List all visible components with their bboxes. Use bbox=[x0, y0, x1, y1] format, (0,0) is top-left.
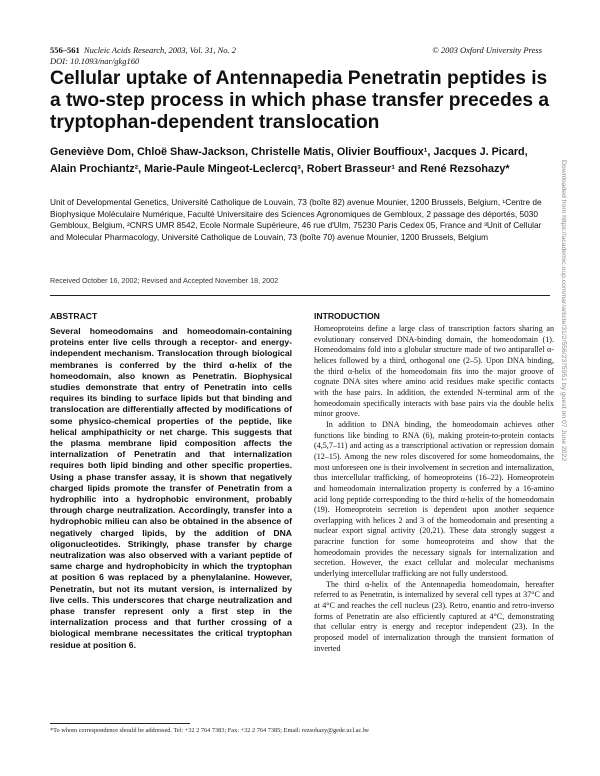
abstract-heading: ABSTRACT bbox=[50, 311, 98, 321]
copyright: © 2003 Oxford University Press bbox=[432, 45, 542, 55]
intro-paragraph: The third α-helix of the Antennapedia homeodomain, hereafter referred to as Penetratin, is internalized by several cell types at 37°C and at 4°C and reaches the cell nucleus (23). Retro, enantio and retro-inverso forms of Penetratin are also efficiently captured at 4°C, demonstrating that cellular entry is energy and receptor independent (23). In the proposed model of internalization through the transient formation of inverted bbox=[314, 579, 554, 653]
footnote-divider bbox=[50, 723, 190, 724]
running-header bbox=[50, 45, 236, 67]
intro-paragraph: In addition to DNA binding, the homeodomain achieves other functions like binding to RNA (6), making protein-to-protein contacts (4,5,7–11) and acting as a transcriptional activation or repression domain (12–15). Among the new roles discovered for some homeodomains, the most unforeseen one is their involvement in secretion and internalization, thus intercellular trafficking, of homeoproteins (16–22). Homeoprotein and homeodomain internalization property is conferred by a 16-amino acid long peptide corresponding to the third α-helix of the homeodomain (19). Homeoprotein secretion is dependent upon another sequence overlapping with helices 2 and 3 of the homeodomain and presenting a nuclear export signal activity (20,21). These data strongly suggest a paracrine function for some homeoproteins and show that the homeodomain provides the necessary signals for internalization and secretion. However, the exact cellular and molecular mechanisms underlying intercellular trafficking are not fully understood. bbox=[314, 419, 554, 579]
doi: DOI: 10.1093/nar/gkg160 bbox=[50, 56, 140, 66]
section-divider bbox=[50, 295, 550, 296]
introduction-body bbox=[314, 324, 554, 654]
intro-paragraph: Homeoproteins define a large class of transcription factors sharing an evolutionary conserved DNA-binding domain, the homeodomain (1). Homeodomains fold into a globular structure made of two antiparallel α-helices followed by a third, orthogonal one (2–5). Upon DNA binding, the third α-helix of the homeodomain fits into the major groove of cognate DNA sites where amino acid residues make specific contacts with the base pairs. In addition, the extended N-terminal arm of the homeodomain specifically interacts with base pairs via the double helix minor groove. bbox=[314, 324, 554, 419]
correspondence-footnote: *To whom correspondence should be addressed. Tel: +32 2 764 7383; Fax: +32 2 764 7385; Email: rezsohazy@gede.ucl.ac.be bbox=[50, 727, 369, 734]
author-list: Geneviève Dom, Chloë Shaw-Jackson, Christelle Matis, Olivier Bouffioux¹, Jacques J. Picard, Alain Prochiantz², Marie-Paule Mingeot-Leclercq³, Robert Brasseur¹ and René Rezsohazy* bbox=[50, 146, 528, 175]
abstract-text: Several homeodomains and homeodomain-containing proteins enter live cells through a receptor- and energy-independent mechanism. Translocation through biological membranes is conferred by the third α-helix of the homeodomain, also known as Penetratin. Biophysical studies demonstrate that entry of Penetratin into cells requires its binding to surface lipids but that binding and translocation are differentially affected by modifications of some physico-chemical properties of the peptide, like helical amphipathicity or net charge. This suggests that the plasma membrane lipid composition affects the internalization of Penetratin and that internalization requires both lipid binding and other specific properties. Using a phase transfer assay, it is shown that negatively charged lipids promote the transfer of Penetratin from a hydrophilic into a hydrophobic environment, probably through charge neutralization. Accordingly, transfer into a hydrophobic milieu can also be obtained in the absence of negatively charged lipids, by the addition of DNA oligonucleotides. Strikingly, phase transfer by charge neutralization was also observed with a variant peptide of same charge and hydrophobicity in which the tryptophan at position 6 was replaced by a phenylalanine. However, Penetratin, but not its mutant version, is internalized by live cells. This underscores that charge neutralization and phase transfer represent only a first step in the internalization process and that further crossing of a biological membrane necessitates the critical tryptophan residue at position 6. bbox=[50, 326, 292, 650]
received-dates: Received October 16, 2002; Revised and Accepted November 18, 2002 bbox=[50, 276, 279, 285]
article-title: Cellular uptake of Antennapedia Penetratin peptides is a two-step process in which phase transfer precedes a tryptophan-dependent translocation bbox=[50, 68, 550, 133]
page-range: 556–561 bbox=[50, 45, 80, 55]
introduction-heading: INTRODUCTION bbox=[314, 311, 380, 321]
journal-citation: Nucleic Acids Research, 2003, Vol. 31, No. 2 bbox=[84, 45, 237, 55]
affiliations: Unit of Developmental Genetics, Université Catholique de Louvain, 73 (boîte 82) avenue Mounier, 1200 Brussels, Belgium, ¹Centre de Biophysique Moléculaire Numérique, Faculté Universitaire des Sciences Agronomiques de Gembloux, 2 passage des déportés, 5030 Gembloux, Belgium, ²CNRS UMR 8542, Ecole Normale Supérieure, 46 rue d'Ulm, 75230 Paris Cedex 05, France and ³Unit of Cellular and Molecular Pharmacology, Université Catholique de Louvain, 73 (boîte 70) avenue Mounier, 1200 Brussels, Belgium bbox=[50, 197, 542, 242]
download-watermark: Downloaded from https://academic.oup.com/nar/article/31/2/556/2375951 by guest on 07 June 2022 bbox=[560, 160, 567, 462]
